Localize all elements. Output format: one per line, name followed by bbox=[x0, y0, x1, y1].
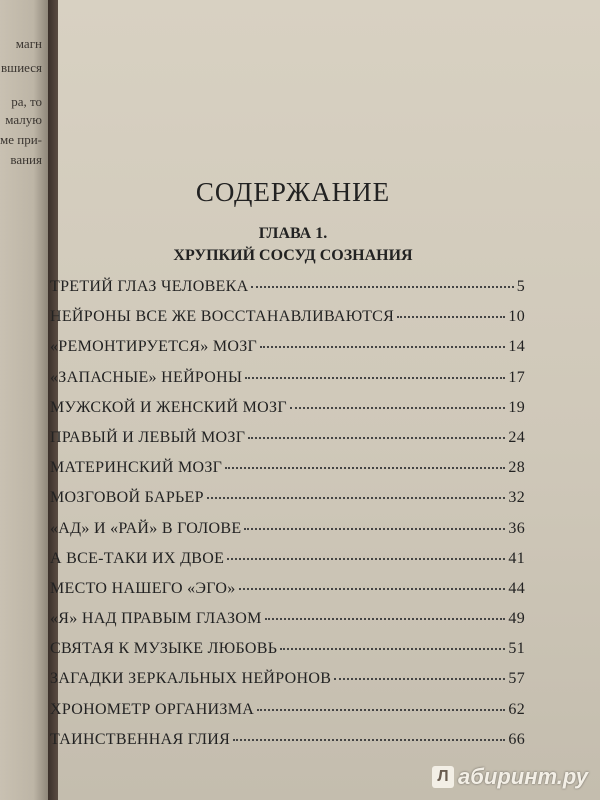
toc-entry-page: 17 bbox=[508, 368, 525, 386]
toc-entry-page: 19 bbox=[508, 398, 525, 416]
toc-leader-dots bbox=[251, 286, 513, 288]
left-page-fragment: ме при- bbox=[0, 132, 42, 147]
toc-entry-title: ТАИНСТВЕННАЯ ГЛИЯ bbox=[50, 730, 231, 748]
toc-entry-title: ХРОНОМЕТР ОРГАНИЗМА bbox=[50, 700, 255, 718]
toc-entry-page: 10 bbox=[508, 308, 525, 326]
toc-entry-title: ПРАВЫЙ И ЛЕВЫЙ МОЗГ bbox=[50, 428, 246, 446]
toc-entry-page: 49 bbox=[508, 610, 525, 628]
toc-entry-page: 41 bbox=[508, 549, 525, 567]
page-title: СОДЕРЖАНИЕ bbox=[195, 177, 391, 207]
left-page-edge bbox=[0, 0, 48, 800]
toc-entry bbox=[50, 489, 525, 519]
chapter-label: ГЛАВА 1. bbox=[258, 225, 328, 242]
toc-leader-dots bbox=[207, 497, 506, 499]
toc-entry-page: 66 bbox=[508, 730, 525, 748]
toc-entry-title: ЗАГАДКИ ЗЕРКАЛЬНЫХ НЕЙРОНОВ bbox=[50, 670, 332, 688]
toc-leader-dots bbox=[239, 588, 506, 590]
toc-leader-dots bbox=[225, 467, 505, 469]
toc-entry-title: МУЖСКОЙ И ЖЕНСКИЙ МОЗГ bbox=[50, 398, 287, 416]
toc-entry-title: «АД» И «РАЙ» В ГОЛОВЕ bbox=[50, 519, 242, 537]
toc-entry-title: НЕЙРОНЫ ВСЕ ЖЕ ВОССТАНАВЛИВАЮТСЯ bbox=[50, 308, 395, 326]
toc-entry bbox=[50, 308, 525, 338]
toc-entry-page: 44 bbox=[508, 579, 525, 597]
toc-leader-dots bbox=[227, 558, 505, 560]
toc-entry-title: «ЗАПАСНЫЕ» НЕЙРОНЫ bbox=[50, 368, 243, 386]
toc-entry-page: 57 bbox=[508, 670, 525, 688]
toc-entry bbox=[50, 278, 525, 308]
left-page-fragment: вшиеся bbox=[1, 60, 42, 75]
toc-entry bbox=[50, 670, 525, 700]
toc-leader-dots bbox=[334, 678, 505, 680]
toc-entry bbox=[50, 369, 525, 399]
toc-leader-dots bbox=[290, 407, 506, 409]
toc-leader-dots bbox=[397, 316, 505, 318]
toc-entry-page: 14 bbox=[508, 338, 525, 356]
left-page-fragment: вания bbox=[10, 152, 42, 167]
toc-entry bbox=[50, 520, 525, 550]
toc-entry-title: «РЕМОНТИРУЕТСЯ» МОЗГ bbox=[50, 338, 258, 356]
toc-entry-title: МАТЕРИНСКИЙ МОЗГ bbox=[50, 459, 223, 477]
toc-entry bbox=[50, 731, 525, 761]
toc-entry bbox=[50, 399, 525, 429]
watermark-text: абиринт.ру bbox=[458, 764, 588, 789]
watermark bbox=[432, 764, 588, 790]
toc-entry-page: 5 bbox=[516, 278, 525, 295]
toc-entry bbox=[50, 338, 525, 368]
toc-entry-page: 24 bbox=[508, 428, 525, 446]
toc-leader-dots bbox=[280, 648, 505, 650]
toc-leader-dots bbox=[260, 346, 505, 348]
toc-entry-title: А ВСЕ-ТАКИ ИХ ДВОЕ bbox=[50, 549, 225, 567]
toc-entry-title: МЕСТО НАШЕГО «ЭГО» bbox=[50, 579, 236, 597]
toc-leader-dots bbox=[257, 709, 505, 711]
toc-entry bbox=[50, 429, 525, 459]
toc-entry-page: 51 bbox=[508, 640, 525, 658]
toc-leader-dots bbox=[245, 377, 505, 379]
toc-entry-title: «Я» НАД ПРАВЫМ ГЛАЗОМ bbox=[50, 610, 262, 628]
toc-leader-dots bbox=[244, 528, 505, 530]
left-page-fragment: малую bbox=[5, 112, 42, 127]
chapter-title: ХРУПКИЙ СОСУД СОЗНАНИЯ bbox=[173, 247, 413, 264]
toc-entry bbox=[50, 580, 525, 610]
toc-entry-page: 32 bbox=[508, 489, 525, 507]
toc-entry bbox=[50, 550, 525, 580]
toc-leader-dots bbox=[265, 618, 506, 620]
toc-entry bbox=[50, 459, 525, 489]
left-page-fragment: ра, то bbox=[11, 94, 42, 109]
toc-leader-dots bbox=[248, 437, 505, 439]
toc-entry bbox=[50, 701, 525, 731]
toc-entry-title: СВЯТАЯ К МУЗЫКЕ ЛЮБОВЬ bbox=[50, 640, 278, 658]
toc-entry-page: 62 bbox=[508, 700, 525, 718]
labirint-logo-icon: Л bbox=[432, 766, 454, 788]
table-of-contents bbox=[50, 278, 525, 761]
toc-entry-title: МОЗГОВОЙ БАРЬЕР bbox=[50, 489, 204, 507]
toc-entry-page: 36 bbox=[508, 519, 525, 537]
toc-entry-page: 28 bbox=[508, 459, 525, 477]
toc-entry bbox=[50, 640, 525, 670]
left-page-fragment: магн bbox=[15, 36, 42, 51]
toc-leader-dots bbox=[233, 739, 505, 741]
book-page bbox=[50, 0, 600, 800]
toc-entry bbox=[50, 610, 525, 640]
toc-entry-title: ТРЕТИЙ ГЛАЗ ЧЕЛОВЕКА bbox=[50, 278, 249, 295]
